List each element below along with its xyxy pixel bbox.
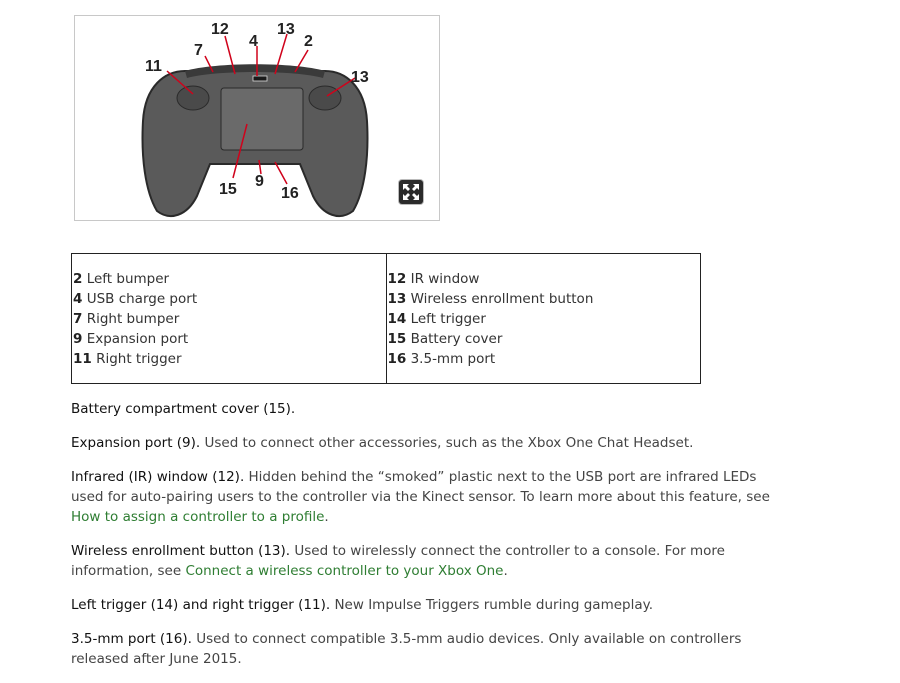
callout-line-16 <box>275 162 287 184</box>
legend-column-left <box>72 254 387 384</box>
legend-item: 2 Left bumper <box>73 271 170 287</box>
description-audio-port: 3.5-mm port (16). Used to connect compatible 3.5-mm audio devices. Only available on controllers released after June 2015. <box>71 631 742 667</box>
controller-illustration <box>75 16 441 222</box>
legend-item: 13 Wireless enrollment button <box>387 291 594 307</box>
callout-15: 15 <box>219 181 237 198</box>
callout-13-right: 13 <box>351 69 369 86</box>
callout-16: 16 <box>281 185 299 202</box>
description-wireless-enrollment: Wireless enrollment button (13). Used to wirelessly connect the controller to a console. For more information, see Connect a wireless controller to your Xbox One. <box>71 543 725 579</box>
expand-arrows-icon <box>399 180 423 204</box>
legend-item: 16 3.5-mm port <box>387 351 496 367</box>
legend-item: 14 Left trigger <box>387 311 486 327</box>
feature-descriptions <box>71 399 791 683</box>
legend-column-right <box>386 254 701 384</box>
description-triggers: Left trigger (14) and right trigger (11). New Impulse Triggers rumble during gameplay. <box>71 597 653 613</box>
legend-item: 15 Battery cover <box>387 331 503 347</box>
legend-item: 9 Expansion port <box>73 331 189 347</box>
callout-13-top: 13 <box>277 21 295 38</box>
callout-9: 9 <box>255 173 264 190</box>
legend-item: 7 Right bumper <box>73 311 180 327</box>
battery-cover-shape <box>221 88 303 150</box>
assign-controller-profile-link[interactable]: How to assign a controller to a profile <box>71 509 325 525</box>
callout-11: 11 <box>145 58 162 75</box>
callout-4: 4 <box>249 33 258 50</box>
legend-item: 4 USB charge port <box>73 291 198 307</box>
description-battery-cover: Battery compartment cover (15). <box>71 401 296 417</box>
expand-image-button[interactable] <box>399 180 423 204</box>
connect-wireless-controller-link[interactable]: Connect a wireless controller to your Xbox One <box>185 563 504 579</box>
usb-port-shape <box>253 76 267 81</box>
legend-item: 11 Right trigger <box>73 351 182 367</box>
callout-12: 12 <box>211 21 229 38</box>
description-ir-window: Infrared (IR) window (12). Hidden behind the “smoked” plastic next to the USB port are infrared LEDs used for auto-pairing users to the controller via the Kinect sensor. To learn more about this feature, see How to assign a controller to a profile. <box>71 469 770 525</box>
description-expansion-port: Expansion port (9). Used to connect other accessories, such as the Xbox One Chat Headset. <box>71 435 694 451</box>
legend-item: 12 IR window <box>387 271 480 287</box>
left-trigger-shape <box>177 86 209 110</box>
callout-2: 2 <box>304 33 313 50</box>
callout-7: 7 <box>194 42 203 59</box>
legend-table <box>71 253 701 384</box>
controller-diagram <box>74 15 440 221</box>
